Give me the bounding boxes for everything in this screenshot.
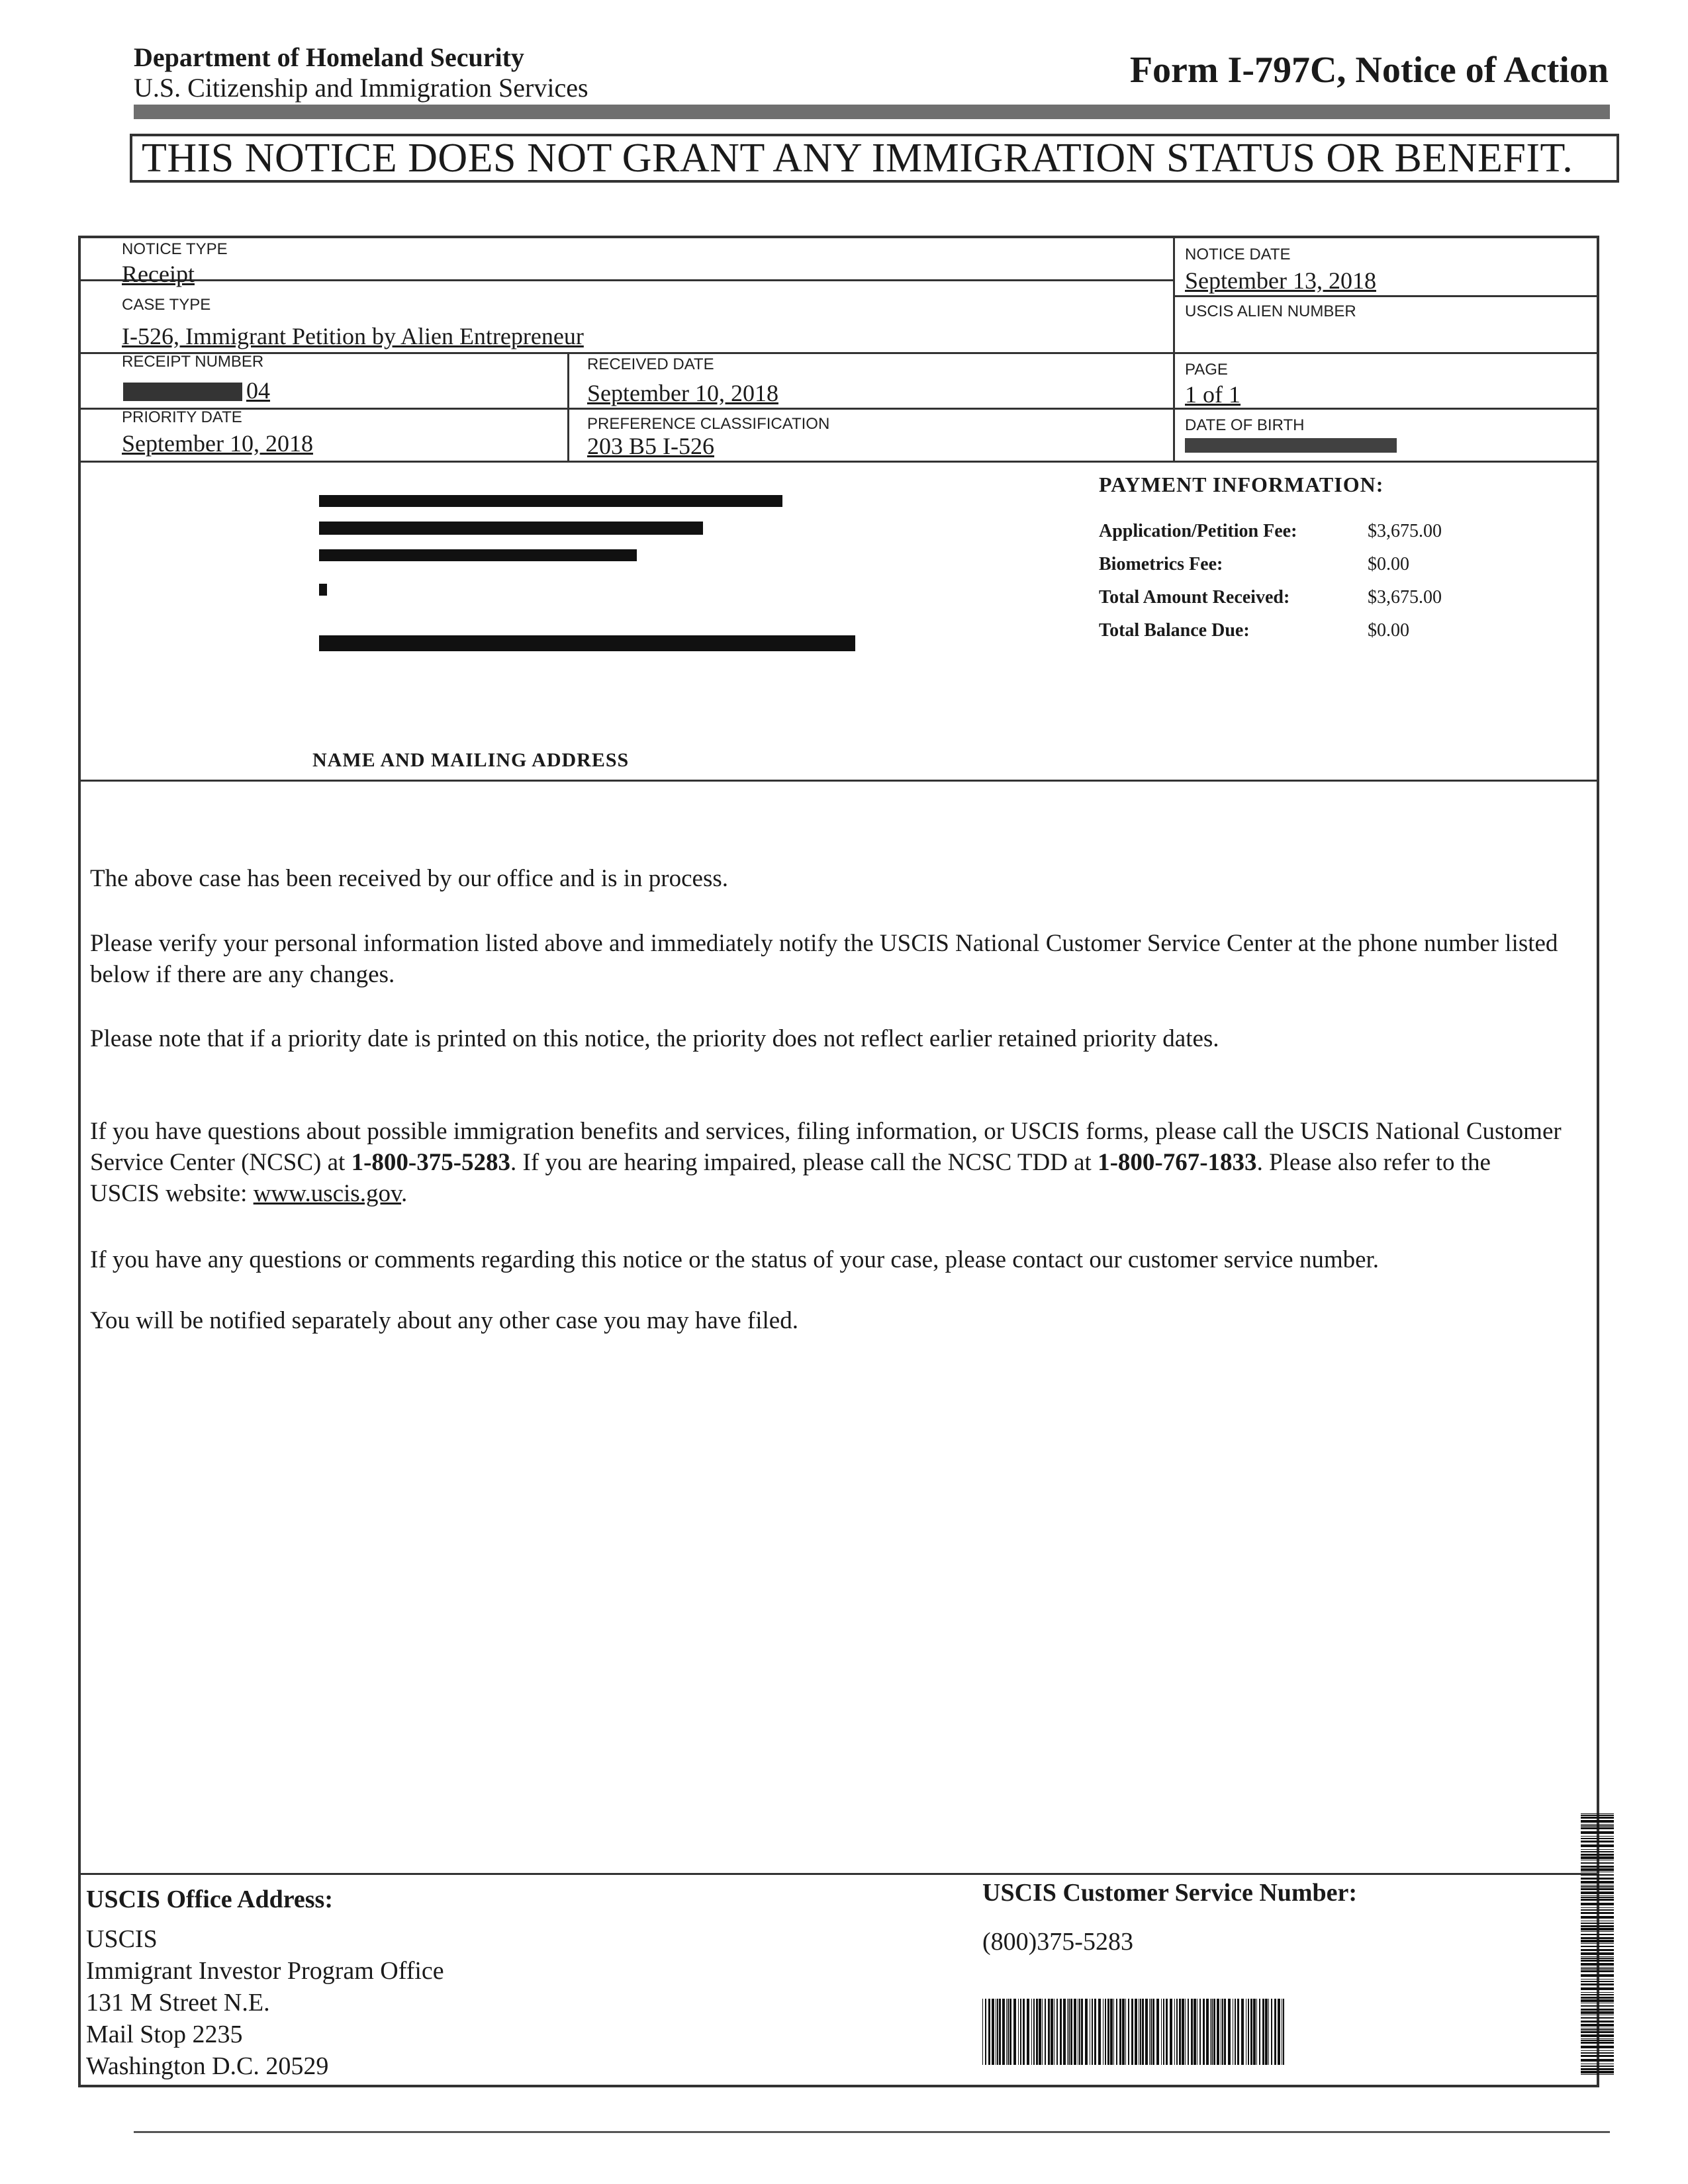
payment-row-value: $3,675.00	[1368, 587, 1442, 608]
grid-line	[81, 780, 1597, 782]
header-rule	[134, 105, 1610, 119]
priority-date-label: PRIORITY DATE	[122, 408, 242, 426]
tdd-phone: 1-800-767-1833	[1098, 1149, 1257, 1176]
payment-row-value: $3,675.00	[1368, 521, 1442, 541]
grid-line	[567, 352, 569, 461]
payment-row-label: Application/Petition Fee:	[1099, 521, 1297, 541]
dob-redaction	[1185, 438, 1397, 453]
office-address-title: USCIS Office Address:	[86, 1886, 333, 1913]
customer-service-title: USCIS Customer Service Number:	[982, 1879, 1358, 1907]
payment-row-value: $0.00	[1368, 554, 1409, 574]
barcode-icon	[982, 1999, 1287, 2065]
preference-classification-value: 203 B5 I-526	[587, 433, 714, 459]
notice-date-label: NOTICE DATE	[1185, 246, 1291, 263]
ncsc-phone: 1-800-375-5283	[351, 1149, 511, 1176]
payment-info-title: PAYMENT INFORMATION:	[1099, 473, 1384, 496]
body-text: . If you are hearing impaired, please call the NCSC TDD at	[510, 1149, 1098, 1176]
receipt-number-label: RECEIPT NUMBER	[122, 353, 264, 371]
dob-label: DATE OF BIRTH	[1185, 416, 1305, 434]
preference-classification-label: PREFERENCE CLASSIFICATION	[587, 415, 830, 433]
payment-row-label: Total Amount Received:	[1099, 587, 1290, 608]
alien-number-label: USCIS ALIEN NUMBER	[1185, 302, 1356, 320]
priority-date-value: September 10, 2018	[122, 430, 313, 457]
name-address-label: NAME AND MAILING ADDRESS	[312, 749, 630, 771]
address-redaction	[319, 635, 855, 651]
notice-date-value: September 13, 2018	[1185, 267, 1376, 294]
office-address-line: Mail Stop 2235	[86, 2021, 243, 2048]
case-type-value: I-526, Immigrant Petition by Alien Entrepreneur	[122, 323, 584, 349]
page-value: 1 of 1	[1185, 381, 1241, 408]
received-date-value: September 10, 2018	[587, 380, 778, 406]
address-redaction	[319, 495, 782, 507]
address-redaction	[319, 549, 637, 561]
payment-row-label: Biometrics Fee:	[1099, 554, 1223, 574]
disclaimer-banner: THIS NOTICE DOES NOT GRANT ANY IMMIGRATION STATUS OR BENEFIT.	[130, 134, 1619, 183]
office-address-line: USCIS	[86, 1925, 158, 1953]
subagency-name: U.S. Citizenship and Immigration Services	[134, 73, 588, 103]
office-address-line: Washington D.C. 20529	[86, 2052, 329, 2080]
grid-line	[1173, 238, 1175, 461]
grid-line	[1174, 295, 1597, 297]
receipt-number-value: 04	[246, 377, 270, 404]
body-text: .	[401, 1180, 408, 1207]
received-date-label: RECEIVED DATE	[587, 355, 714, 373]
payment-row-label: Total Balance Due:	[1099, 620, 1250, 641]
body-text: . Please also refer to the USCIS website:	[90, 1149, 1491, 1207]
customer-service-number: (800)375-5283	[982, 1928, 1133, 1956]
uscis-website-link[interactable]: www.uscis.gov	[253, 1180, 402, 1207]
body-paragraph	[90, 1116, 1566, 1209]
vertical-barcode-icon	[1581, 1813, 1614, 2078]
address-redaction	[319, 522, 703, 535]
office-address-line: 131 M Street N.E.	[86, 1989, 270, 2017]
grid-line	[81, 1873, 1597, 1875]
agency-name: Department of Homeland Security	[134, 42, 524, 72]
case-type-label: CASE TYPE	[122, 296, 211, 314]
footer-rule	[134, 2131, 1610, 2133]
grid-line	[81, 408, 1597, 410]
office-address-line: Immigrant Investor Program Office	[86, 1957, 444, 1985]
notice-type-label: NOTICE TYPE	[122, 240, 228, 258]
grid-line	[81, 461, 1597, 463]
body-paragraph: Please note that if a priority date is printed on this notice, the priority does not reflect earlier retained priority dates.	[90, 1025, 1219, 1052]
address-redaction	[319, 584, 327, 596]
page-label: PAGE	[1185, 361, 1228, 379]
form-title: Form I-797C, Notice of Action	[1129, 50, 1609, 91]
notice-type-value: Receipt	[122, 261, 195, 287]
body-paragraph: If you have any questions or comments regarding this notice or the status of your case, please contact our customer service number.	[90, 1246, 1380, 1273]
body-paragraph: Please verify your personal information listed above and immediately notify the USCIS National Customer Service Center at the phone number listed below if there are any changes.	[90, 930, 1558, 988]
grid-line	[81, 352, 1597, 354]
receipt-number-redaction	[123, 383, 242, 401]
body-paragraph: You will be notified separately about any other case you may have filed.	[90, 1307, 798, 1334]
body-text: If you have questions about possible immigration benefits and services, filing information, or USCIS forms, please call the USCIS National Customer Service Center (NCSC) at	[90, 1118, 1562, 1176]
grid-line	[81, 279, 1173, 281]
payment-row-value: $0.00	[1368, 620, 1409, 641]
body-paragraph: The above case has been received by our office and is in process.	[90, 865, 729, 892]
